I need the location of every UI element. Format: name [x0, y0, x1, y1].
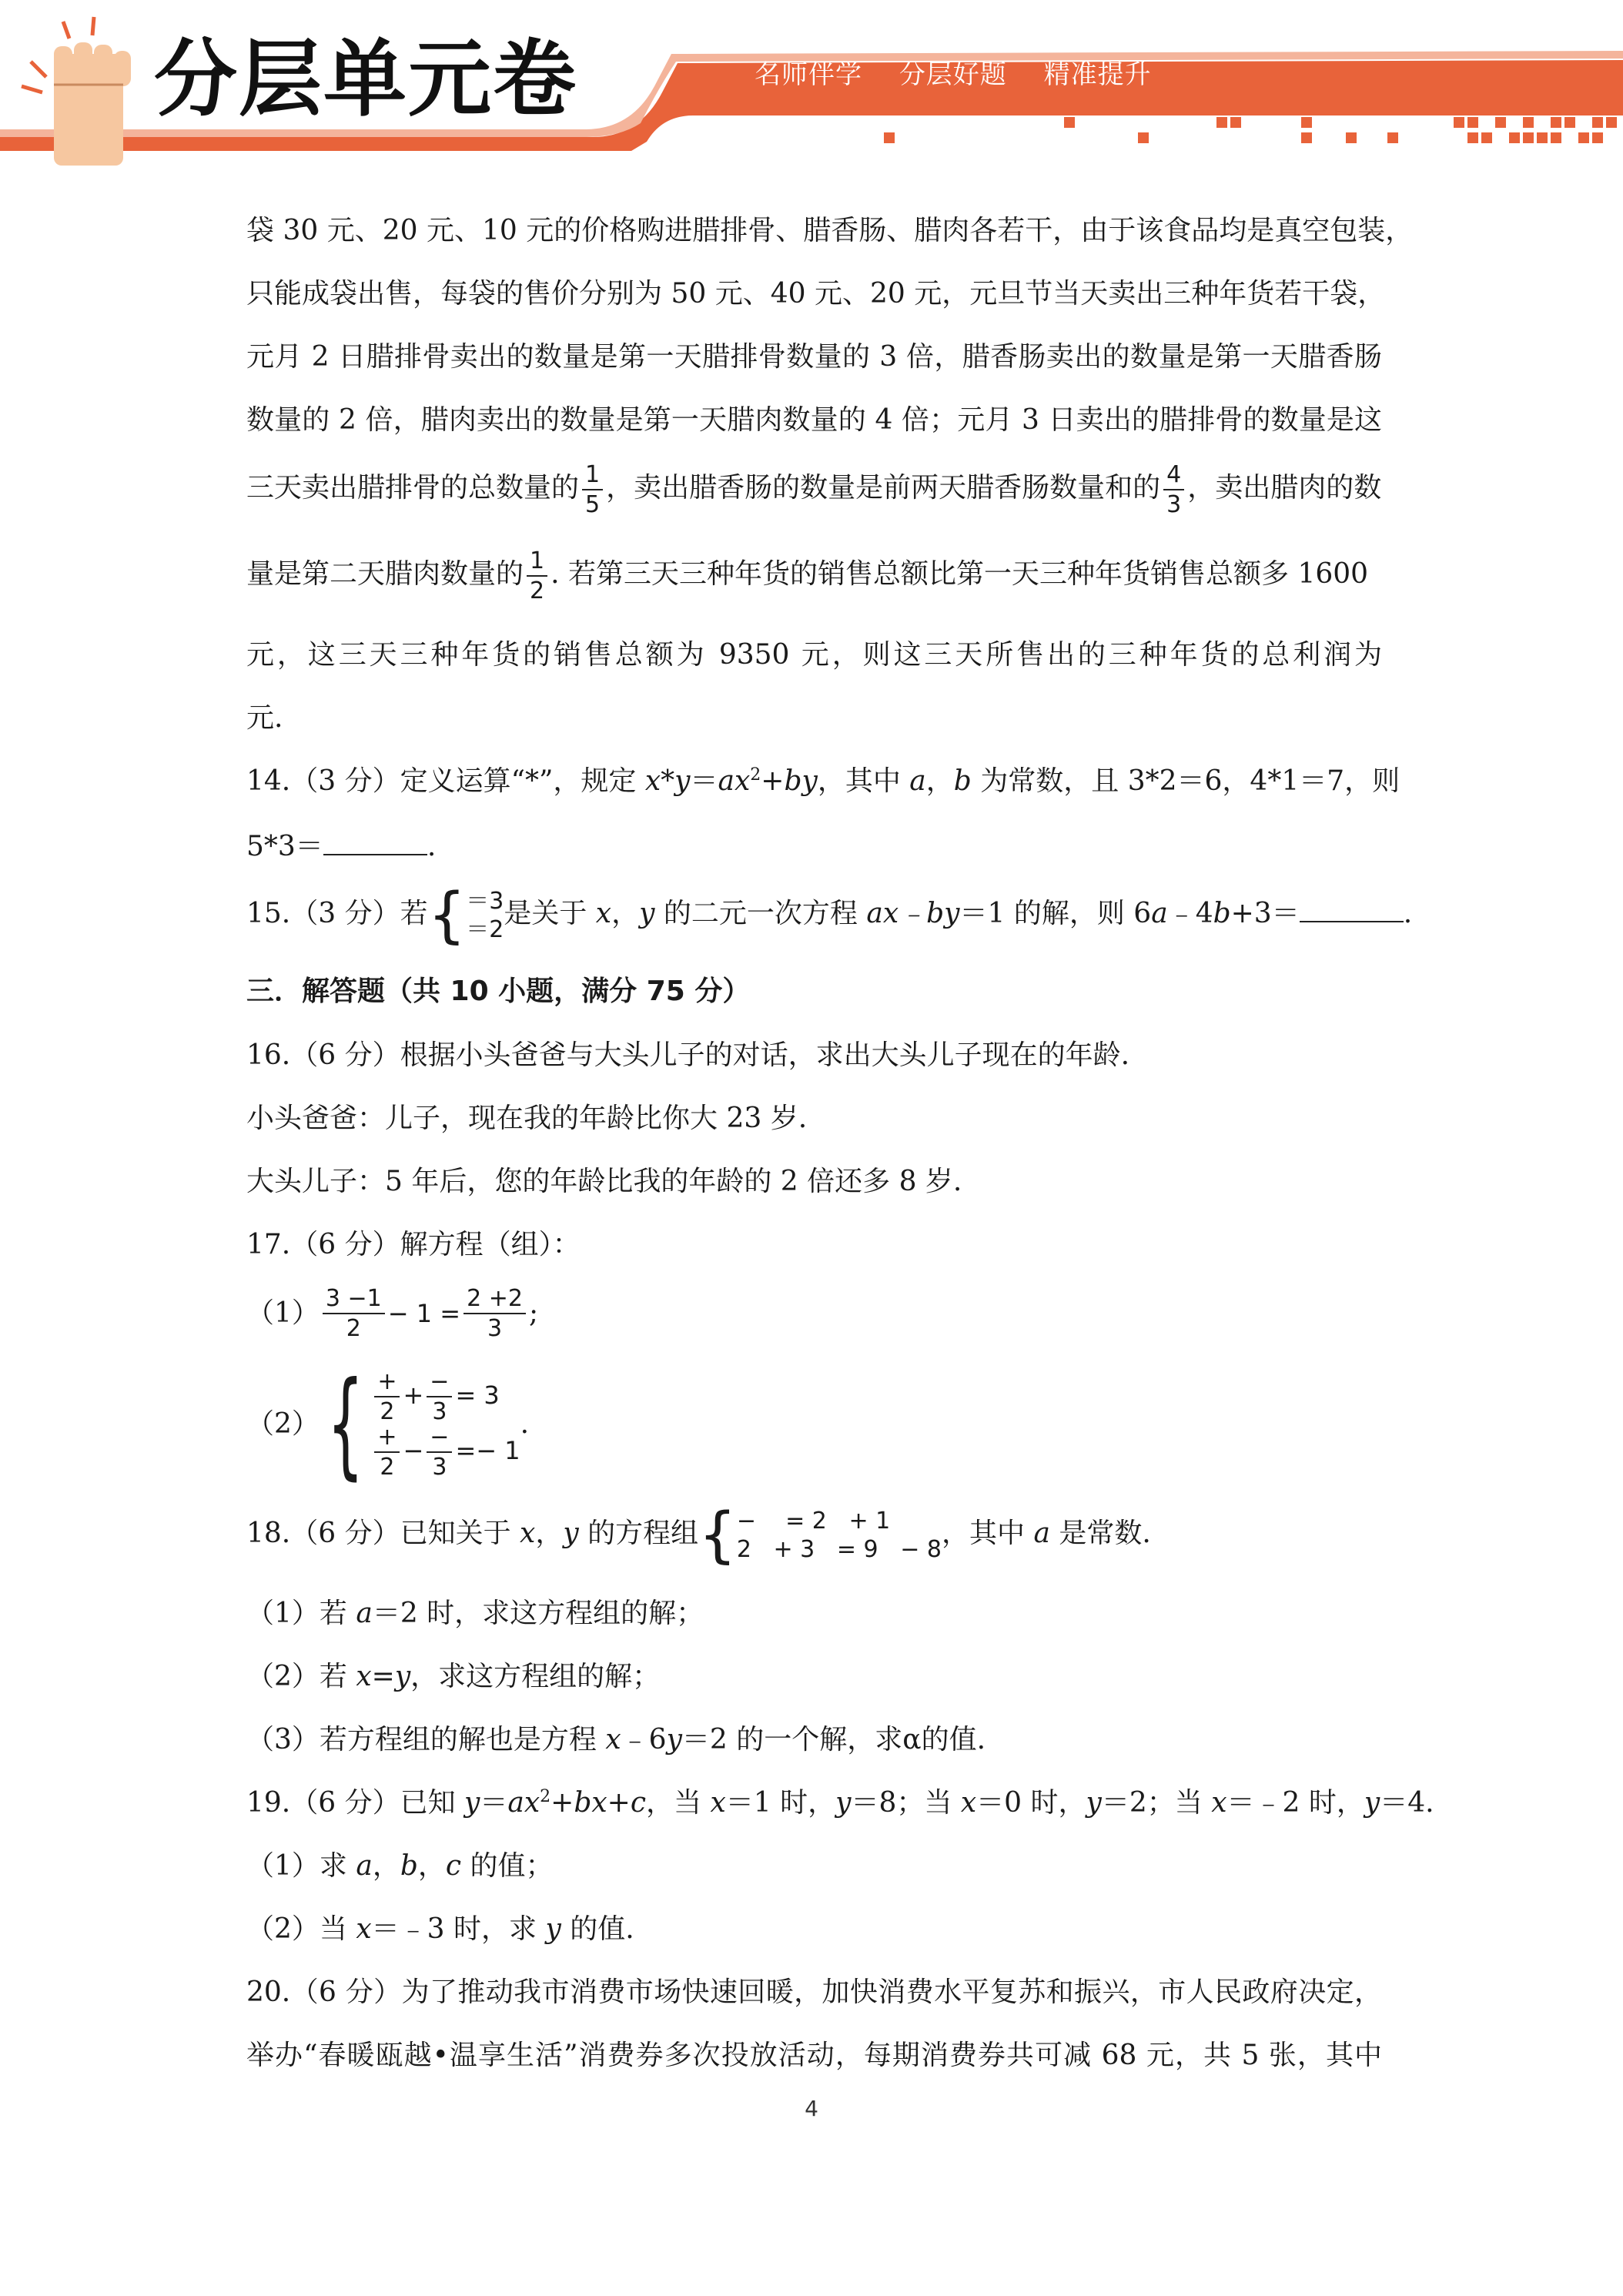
question-18 — [246, 1501, 1151, 1570]
text-fragment: . 若第三天三种年货的销售总额比第一天三种年货销售总额多 1600 — [550, 558, 1369, 590]
fraction-numerator: 1 — [582, 462, 603, 490]
text-fragment: ＝1 时， — [725, 1787, 836, 1819]
dialogue-son: 大头儿子：5 年后，您的年龄比我的年龄的 2 倍还多 8 岁. — [246, 1166, 962, 1197]
answer-blank[interactable] — [1300, 898, 1404, 922]
math-var: y — [639, 898, 655, 929]
question-15 — [246, 881, 1413, 950]
left-brace: { — [698, 1501, 737, 1570]
fraction-numerator: − — [427, 1424, 452, 1453]
question-17-part-1 — [246, 1286, 538, 1341]
math-var: x — [356, 1913, 372, 1945]
text-fragment: 18.（6 分）已知关于 — [246, 1518, 520, 1549]
math-var: x — [1211, 1787, 1227, 1819]
text-fragment: 为常数，且 3*2＝6，4*1＝7，则 — [971, 765, 1400, 797]
text-fragment: ， — [372, 1850, 400, 1882]
text-fragment: . — [427, 831, 437, 862]
page-header — [0, 0, 1623, 177]
math-var: y — [464, 1787, 480, 1819]
text-fragment: ， — [611, 898, 640, 929]
math-var: y — [1364, 1787, 1380, 1819]
fraction-denominator: 2 — [380, 1398, 395, 1425]
superscript: 2 — [540, 1787, 551, 1806]
math-var: x — [605, 1724, 621, 1755]
text-fragment: ＝ — [690, 765, 718, 797]
fraction — [1163, 462, 1184, 517]
question-16: 16.（6 分）根据小头爸爸与大头儿子的对话，求出大头儿子现在的年龄. — [246, 1039, 1130, 1071]
fraction-denominator: 2 — [530, 577, 545, 604]
math-var: a — [1033, 1518, 1050, 1549]
math-var: x=y — [356, 1661, 411, 1692]
superscript: 2 — [750, 765, 761, 785]
slogan-3: 精准提升 — [1043, 59, 1152, 90]
math-text: − — [403, 1436, 424, 1465]
text-fragment: ， — [535, 1518, 564, 1549]
text-fragment: 15.（3 分）若 — [246, 898, 428, 929]
text-fragment: ，其中 — [817, 765, 910, 797]
text-line: 元. — [246, 702, 283, 734]
text-line: 只能成袋出售，每袋的售价分别为 50 元、40 元、20 元，元旦节当天卖出三种年货若干袋， — [246, 278, 1386, 310]
text-fragment: ＝﹣2 时， — [1226, 1787, 1364, 1819]
fraction — [527, 548, 547, 604]
fraction-numerator: 4 — [1163, 462, 1184, 490]
text-fragment: ＝2；当 — [1101, 1787, 1212, 1819]
equation-system — [466, 887, 504, 945]
text-fragment: 的方程组 — [578, 1518, 699, 1549]
equation-row — [371, 1424, 520, 1480]
question-20: 20.（6 分）为了推动我市消费市场快速回暖，加快消费水平复苏和振兴，市人民政府决定， — [246, 1976, 1382, 2008]
page-number: 4 — [805, 2096, 818, 2121]
text-fragment: 是关于 — [504, 898, 596, 929]
text-fragment: 19.（6 分）已知 — [246, 1787, 465, 1819]
fraction-denominator: 3 — [432, 1454, 447, 1481]
fraction-denominator: 3 — [487, 1315, 503, 1342]
text-fragment: 是常数. — [1049, 1518, 1151, 1549]
text-fragment: （2）当 — [246, 1913, 356, 1945]
text-fragment: 的值； — [461, 1850, 554, 1882]
brand-title: 分层单元卷 — [154, 32, 578, 128]
math-var: y — [1086, 1787, 1102, 1819]
dialogue-dad: 小头爸爸：儿子，现在我的年龄比你大 23 岁. — [246, 1103, 808, 1134]
fraction-denominator: 3 — [432, 1398, 447, 1425]
fraction-numerator: + — [374, 1424, 400, 1453]
part-label: （2） — [246, 1408, 320, 1440]
math-var: +bx+c — [550, 1787, 647, 1819]
fraction — [463, 1286, 526, 1341]
section-heading: 三．解答题（共 10 小题，满分 75 分） — [246, 976, 751, 1007]
header-slogans — [755, 59, 1180, 90]
question-14 — [246, 765, 1400, 797]
math-var: b — [953, 765, 972, 797]
math-var: ax — [507, 1787, 540, 1819]
math-text: − 1 = — [387, 1299, 461, 1328]
text-line-fractions — [246, 462, 1381, 517]
fraction — [427, 1424, 452, 1480]
fraction-numerator: 3 −1 — [323, 1286, 385, 1314]
text-fragment: +3＝ — [1230, 898, 1300, 929]
text-line: 袋 30 元、20 元、10 元的价格购进腊排骨、腊香肠、腊肉各若干，由于该食品均是真空包装， — [246, 215, 1414, 246]
left-brace: { — [427, 881, 467, 950]
math-var: x — [710, 1787, 726, 1819]
fraction — [374, 1424, 400, 1480]
text-fragment: ＝2 时，求这方程组的解； — [372, 1598, 704, 1629]
math-var: c — [445, 1850, 462, 1882]
fraction-denominator: 3 — [1166, 491, 1182, 518]
part-label: （1） — [246, 1297, 320, 1329]
math-var: a — [909, 765, 926, 797]
math-var: y — [545, 1913, 561, 1945]
text-fragment: （1）求 — [246, 1850, 356, 1882]
question-20-continued: 举办“春暖瓯越•温享生活”消费券多次投放活动，每期消费券共可减 68 元，共 5 张，其中 — [246, 2040, 1382, 2071]
equation-row: ＝2 — [466, 916, 504, 943]
math-text: + — [403, 1381, 424, 1410]
question-19-part-1 — [246, 1850, 554, 1882]
equation-row — [371, 1369, 520, 1424]
math-var: x — [960, 1787, 977, 1819]
fraction — [323, 1286, 385, 1341]
math-var: a — [356, 1598, 373, 1629]
text-fragment: ， — [925, 765, 954, 797]
text-fragment: 的二元一次方程 — [654, 898, 867, 929]
math-var: y — [563, 1518, 579, 1549]
equation-system — [737, 1507, 942, 1565]
math-var: x — [595, 898, 612, 929]
text-fragment: . — [1403, 898, 1413, 929]
equation-row: 2 + 3 = 9 − 8 — [736, 1536, 942, 1563]
text-fragment: ，其中 — [942, 1518, 1034, 1549]
question-18-part-2 — [246, 1663, 660, 1691]
text-fragment: ＝4. — [1380, 1787, 1434, 1819]
text-fragment: （3）若方程组的解也是方程 — [246, 1724, 606, 1755]
fraction-numerator: + — [374, 1369, 400, 1397]
math-var: y — [835, 1787, 852, 1819]
question-17: 17.（6 分）解方程（组）： — [246, 1229, 581, 1260]
text-line: 元月 2 日腊排骨卖出的数量是第一天腊排骨数量的 3 倍，腊香肠卖出的数量是第一天腊香肠 — [246, 341, 1382, 373]
text-fragment: ＝2 的一个解，求α的值. — [681, 1724, 986, 1755]
text-fragment: 的值. — [561, 1913, 634, 1945]
fraction-denominator: 5 — [585, 491, 601, 518]
slogan-2: 分层好题 — [899, 59, 1007, 90]
text-fragment: （2）若 — [246, 1661, 356, 1692]
fraction-numerator: 1 — [527, 548, 547, 577]
question-19-part-2 — [246, 1913, 634, 1945]
fraction — [374, 1369, 400, 1424]
equation-row: ＝3 — [466, 887, 504, 915]
question-18-part-3 — [246, 1726, 986, 1754]
text-fragment: ＝﹣3 时，求 — [371, 1913, 546, 1945]
math-var: a — [356, 1850, 373, 1882]
question-19 — [246, 1789, 1434, 1817]
text-fragment: 量是第二天腊肉数量的 — [246, 558, 524, 590]
text-line: 元，这三天三种年货的销售总额为 9350 元，则这三天所售出的三种年货的总利润为 — [246, 639, 1382, 671]
text-fragment: ，求这方程组的解； — [410, 1661, 661, 1692]
left-brace: { — [326, 1357, 364, 1491]
text-fragment: ，卖出腊肉的数 — [1187, 472, 1382, 504]
math-var: a — [1151, 898, 1168, 929]
question-17-part-2 — [246, 1357, 530, 1491]
text-fragment: ，卖出腊香肠的数量是前两天腊香肠数量和的 — [606, 472, 1161, 504]
math-var: x — [520, 1518, 536, 1549]
decorative-squares — [884, 117, 1617, 143]
question-18-part-1 — [246, 1600, 704, 1628]
math-var: x*y — [644, 765, 691, 797]
math-text: = 3 — [455, 1381, 500, 1410]
text-fragment: ＝0 时， — [976, 1787, 1086, 1819]
fraction-denominator: 2 — [380, 1454, 395, 1481]
text-fragment: 三天卖出腊排骨的总数量的 — [246, 472, 580, 504]
question-14-answer — [246, 831, 436, 861]
math-var: ax﹣by — [866, 898, 960, 929]
text-fragment: . — [520, 1408, 530, 1440]
text-fragment: （1）若 — [246, 1598, 356, 1629]
fraction-denominator: 2 — [346, 1315, 361, 1342]
math-var: b — [1213, 898, 1231, 929]
answer-blank[interactable] — [323, 831, 427, 855]
math-text: =− 1 — [455, 1436, 520, 1465]
equation-system — [371, 1369, 520, 1480]
fraction — [427, 1369, 452, 1424]
text-fragment: ＝8；当 — [851, 1787, 961, 1819]
fraction-numerator: − — [427, 1369, 452, 1397]
text-fragment: ＝ — [480, 1787, 508, 1819]
fraction — [582, 462, 603, 517]
text-line: 数量的 2 倍，腊肉卖出的数量是第一天腊肉数量的 4 倍；元月 3 日卖出的腊排骨的数量是这 — [246, 404, 1382, 436]
text-fragment: ＝1 的解，则 6 — [959, 898, 1152, 929]
text-fragment: ﹣4 — [1167, 898, 1213, 929]
equation-row: − = 2 + 1 — [736, 1507, 891, 1535]
slogan-1: 名师伴学 — [755, 59, 862, 90]
text-fragment: 5*3＝ — [246, 831, 323, 862]
math-var: b — [400, 1850, 418, 1882]
text-fragment: ; — [528, 1297, 539, 1329]
text-line-fractions — [246, 548, 1368, 604]
text-fragment: 14.（3 分）定义运算“*”，规定 — [246, 765, 645, 797]
fraction-numerator: 2 +2 — [463, 1286, 526, 1314]
math-var: y — [666, 1724, 682, 1755]
math-var: ax — [718, 765, 751, 797]
text-fragment: ， — [417, 1850, 446, 1882]
text-fragment: ，当 — [646, 1787, 711, 1819]
math-var: +by — [761, 765, 818, 797]
text-fragment: ﹣6 — [621, 1724, 667, 1755]
